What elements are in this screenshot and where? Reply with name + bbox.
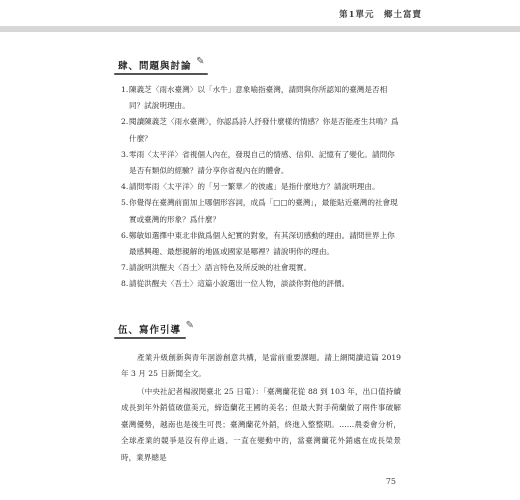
writing-intro-paragraph: 產業升級創新與青年洄游創意共構，是當前重要課題。請上網閱讀這篇 2019 年 3 月 25 日新聞全文。 <box>121 353 401 379</box>
question-number: 2. <box>121 117 129 127</box>
unit-header: 第1單元 鄉土富賣 <box>339 10 422 20</box>
question-number: 3. <box>121 149 129 159</box>
question-number: 6. <box>121 230 129 240</box>
pencil-icon: ✎ <box>185 320 196 331</box>
question-text: 請問零雨〈太平洋〉的「另一繁華／的彼處」是指什麼地方？請說明理由。 <box>129 182 380 192</box>
question-text: 你覺得在臺灣前面加上哪個形容詞，成爲「□□的臺灣」，最能貼近臺灣的社會現實或臺灣的形象？爲什麼？ <box>129 198 398 224</box>
question-item <box>121 195 401 227</box>
question-number: 7. <box>121 263 129 273</box>
section-title-text: 肆、問題與討論 <box>118 61 192 72</box>
section-title-text: 伍、寫作引導 <box>118 325 182 336</box>
question-text: 請從洪醒夫〈吾土〉這篇小說選出一位人物，談談你對他的評價。 <box>129 279 350 289</box>
question-text: 零雨〈太平洋〉省視個人內在，發現自己的情感、信仰、記憶有了變化。請問你是否有類似的經驗？請分享你省視內在的體會。 <box>129 149 395 176</box>
question-text: 請說明洪醒夫〈吾土〉語言特色及所反映的社會現實。 <box>129 263 312 273</box>
question-item <box>121 179 401 195</box>
question-item <box>121 228 401 260</box>
question-number: 4. <box>121 182 129 192</box>
question-item <box>121 114 401 146</box>
pencil-icon: ✎ <box>196 56 206 67</box>
page-number: 75 <box>385 477 396 486</box>
header-bar <box>0 26 520 32</box>
question-text: 鄭敏如選擇中東北非做爲個人紀實的對象，有其深切感動的理由。請問世界上你最感興趣、最想親解的地區或國家是哪裡？請說明你的理由。 <box>129 230 395 257</box>
section-title-writing-guide <box>118 320 196 336</box>
question-list <box>121 82 401 293</box>
section-title-discussion <box>118 56 206 72</box>
title-underline <box>114 337 186 339</box>
question-item <box>121 147 401 179</box>
news-quote-paragraph: （中央社記者楊淑閔臺北 25 日電）：「臺灣蘭花從 88 到 103 年，出口值持續成長到年外銷值破億美元，締造蘭花王國的美名；但最大對手荷蘭做了兩件事破解臺灣優勢，越南也是後生可畏；臺灣蘭花外銷，終進入整整期。……農委會分析，全球產業的競爭是沒有停止過、一直在變動中的，當臺灣蘭花外銷處在成長榮景時，業界總是 <box>121 387 401 462</box>
question-text: 閱讀陳義芝〈雨水臺灣〉，你認爲詩人抒發什麼樣的情感？你是否能產生共鳴？爲什麼？ <box>129 117 399 143</box>
question-item <box>121 276 401 292</box>
question-item <box>121 260 401 276</box>
question-number: 5. <box>121 198 129 208</box>
question-text: 陳義芝〈雨水臺灣〉以「水牛」意象喻指臺灣，請問與你所認知的臺灣是否相同？試說明理由。 <box>129 85 388 111</box>
title-underline <box>114 73 208 75</box>
question-number: 1. <box>121 85 129 94</box>
question-number: 8. <box>121 279 129 289</box>
question-item <box>121 82 401 114</box>
